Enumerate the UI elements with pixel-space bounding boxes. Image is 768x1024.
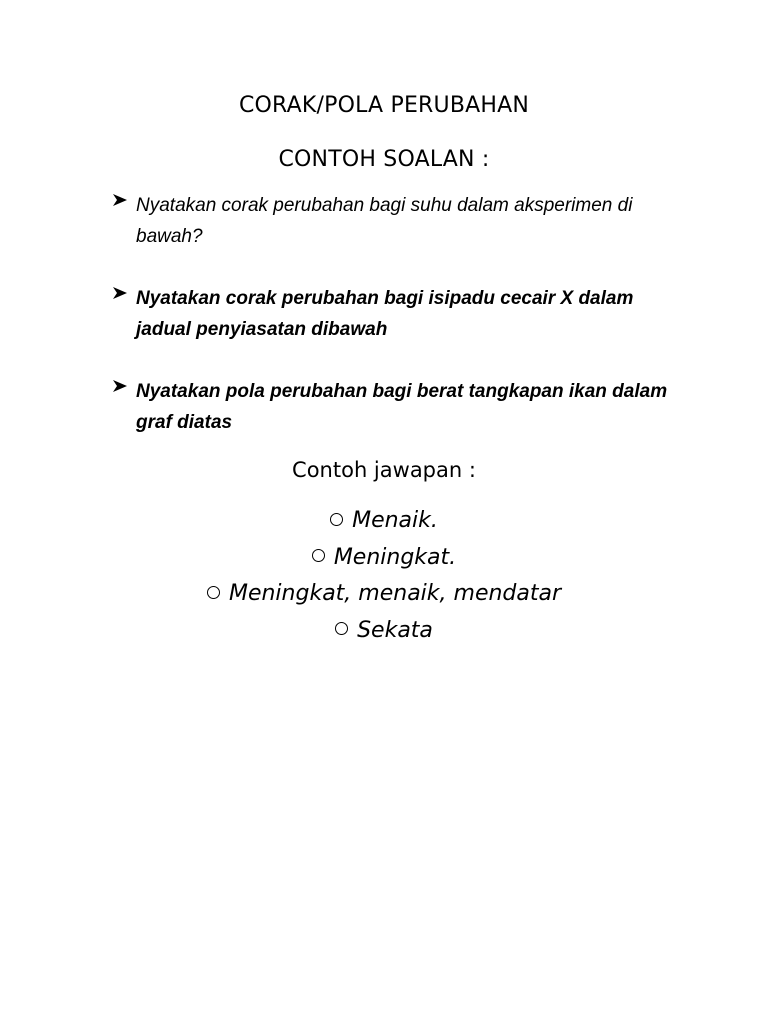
question-text: Nyatakan corak perubahan bagi suhu dalam aksperimen di bawah? [136, 195, 633, 247]
arrowhead-bullet-icon [112, 379, 128, 393]
answer-item [0, 576, 768, 613]
question-text: Nyatakan pola perubahan bagi berat tangkapan ikan dalam graf diatas [136, 381, 668, 433]
answer-item [0, 540, 768, 577]
answer-text: Meningkat, menaik, mendatar [228, 581, 562, 606]
circle-bullet-icon [312, 549, 325, 562]
arrowhead-bullet-icon [112, 286, 128, 300]
section-heading-questions: CONTOH SOALAN : [278, 147, 490, 172]
arrowhead-bullet-icon [112, 193, 128, 207]
circle-bullet-icon [207, 586, 220, 599]
answer-list [0, 503, 768, 649]
answer-item [0, 503, 768, 540]
question-item [112, 283, 692, 345]
circle-bullet-icon [335, 622, 348, 635]
page-title: CORAK/POLA PERUBAHAN [238, 93, 530, 118]
circle-bullet-icon [330, 513, 343, 526]
answer-text: Meningkat. [333, 544, 457, 570]
question-item [112, 190, 692, 252]
question-text: Nyatakan corak perubahan bagi isipadu cecair X dalam jadual penyiasatan dibawah [136, 288, 634, 340]
answer-text: Sekata [357, 617, 433, 643]
section-heading-answers: Contoh jawapan : [292, 458, 476, 482]
answer-text: Menaik. [352, 508, 438, 533]
answer-item [0, 613, 768, 650]
question-item [112, 376, 692, 438]
